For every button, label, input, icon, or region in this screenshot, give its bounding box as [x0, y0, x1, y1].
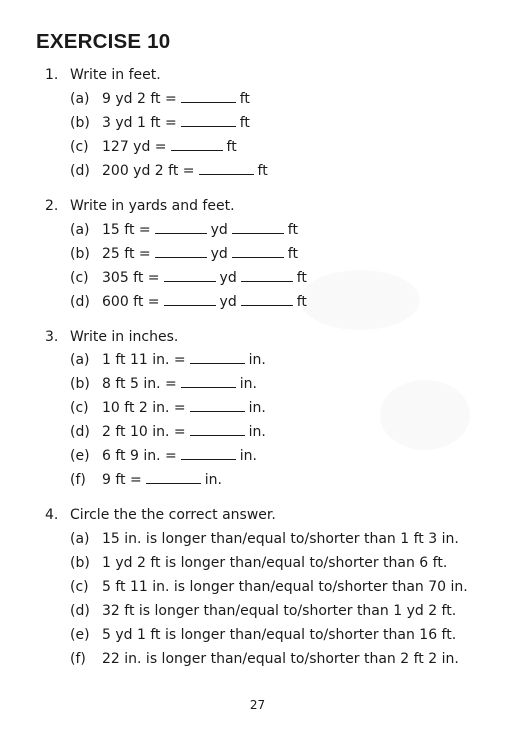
q3-item-f — [70, 471, 222, 489]
q3-item-a — [70, 351, 266, 369]
answer-blank[interactable] — [171, 149, 223, 151]
answer-blank[interactable] — [232, 256, 284, 258]
q2-item-d — [70, 293, 307, 311]
question-3 — [45, 328, 178, 346]
question-text: Circle the the correct answer. — [70, 507, 276, 523]
item-label: (e) — [70, 627, 90, 643]
item-label: (a) — [70, 91, 90, 107]
answer-blank[interactable] — [164, 280, 216, 282]
unit: ft — [287, 246, 298, 262]
question-1 — [45, 66, 161, 84]
item-label: (c) — [70, 579, 89, 595]
item-label: (d) — [70, 294, 90, 310]
answer-blank[interactable] — [190, 434, 245, 436]
unit: ft — [296, 270, 307, 286]
item-text[interactable]: 5 yd 1 ft is longer than/equal to/shorter than 16 ft. — [102, 627, 457, 643]
unit: in. — [239, 376, 257, 392]
answer-blank[interactable] — [232, 232, 284, 234]
answer-blank[interactable] — [241, 280, 293, 282]
item-text[interactable]: 22 in. is longer than/equal to/shorter than 2 ft 2 in. — [102, 651, 459, 667]
question-text: Write in feet. — [70, 67, 161, 83]
background-smudge — [380, 380, 470, 450]
answer-blank[interactable] — [164, 304, 216, 306]
item-text[interactable]: 5 ft 11 in. is longer than/equal to/shorter than 70 in. — [102, 579, 468, 595]
question-text: Write in inches. — [70, 329, 179, 345]
q4-item-e[interactable] — [70, 626, 456, 644]
answer-blank[interactable] — [181, 458, 236, 460]
item-label: (b) — [70, 115, 90, 131]
item-text[interactable]: 1 yd 2 ft is longer than/equal to/shorter than 6 ft. — [102, 555, 448, 571]
item-label: (f) — [70, 472, 86, 488]
item-label: (a) — [70, 222, 90, 238]
item-label: (e) — [70, 448, 90, 464]
item-label: (d) — [70, 603, 90, 619]
item-label: (c) — [70, 139, 89, 155]
item-text: 200 yd 2 ft = — [102, 163, 195, 179]
item-text[interactable]: 32 ft is longer than/equal to/shorter than 1 yd 2 ft. — [102, 603, 457, 619]
background-smudge — [300, 270, 420, 330]
q2-item-c — [70, 269, 307, 287]
item-label: (d) — [70, 163, 90, 179]
item-text: 305 ft = — [102, 270, 160, 286]
q1-item-b — [70, 114, 250, 132]
unit: ft — [257, 163, 268, 179]
item-label: (f) — [70, 651, 86, 667]
question-number: 4. — [45, 507, 59, 523]
question-number: 2. — [45, 198, 59, 214]
item-text[interactable]: 15 in. is longer than/equal to/shorter than 1 ft 3 in. — [102, 531, 459, 547]
q3-item-d — [70, 423, 266, 441]
answer-blank[interactable] — [181, 125, 236, 127]
item-text: 6 ft 9 in. = — [102, 448, 177, 464]
item-text: 600 ft = — [102, 294, 160, 310]
item-label: (a) — [70, 352, 90, 368]
answer-blank[interactable] — [199, 173, 254, 175]
unit: in. — [248, 400, 266, 416]
q4-item-b[interactable] — [70, 554, 447, 572]
q3-item-c — [70, 399, 266, 417]
q4-item-d[interactable] — [70, 602, 456, 620]
item-text: 8 ft 5 in. = — [102, 376, 177, 392]
unit: in. — [239, 448, 257, 464]
unit: yd — [219, 294, 237, 310]
item-label: (b) — [70, 246, 90, 262]
item-text: 15 ft = — [102, 222, 151, 238]
item-text: 1 ft 11 in. = — [102, 352, 186, 368]
exercise-title: EXERCISE 10 — [36, 30, 171, 53]
unit: ft — [287, 222, 298, 238]
q1-item-c — [70, 138, 237, 156]
unit: yd — [210, 222, 228, 238]
unit: yd — [210, 246, 228, 262]
q2-item-a — [70, 221, 298, 239]
item-text: 2 ft 10 in. = — [102, 424, 186, 440]
question-text: Write in yards and feet. — [70, 198, 235, 214]
item-label: (b) — [70, 376, 90, 392]
q1-item-a — [70, 90, 250, 108]
answer-blank[interactable] — [155, 256, 207, 258]
unit: ft — [226, 139, 237, 155]
q4-item-f[interactable] — [70, 650, 459, 668]
item-label: (c) — [70, 400, 89, 416]
q4-item-a[interactable] — [70, 530, 459, 548]
unit: yd — [219, 270, 237, 286]
item-text: 25 ft = — [102, 246, 151, 262]
answer-blank[interactable] — [181, 386, 236, 388]
page-number: 27 — [249, 698, 266, 712]
item-text: 3 yd 1 ft = — [102, 115, 177, 131]
unit: ft — [239, 91, 250, 107]
unit: in. — [248, 424, 266, 440]
q4-item-c[interactable] — [70, 578, 468, 596]
answer-blank[interactable] — [190, 410, 245, 412]
item-label: (d) — [70, 424, 90, 440]
item-text: 9 ft = — [102, 472, 142, 488]
unit: in. — [204, 472, 222, 488]
q2-item-b — [70, 245, 298, 263]
item-text: 10 ft 2 in. = — [102, 400, 186, 416]
answer-blank[interactable] — [190, 362, 245, 364]
q1-item-d — [70, 162, 268, 180]
answer-blank[interactable] — [155, 232, 207, 234]
unit: in. — [248, 352, 266, 368]
item-text: 9 yd 2 ft = — [102, 91, 177, 107]
question-number: 3. — [45, 329, 59, 345]
question-2 — [45, 197, 235, 215]
answer-blank[interactable] — [181, 101, 236, 103]
answer-blank[interactable] — [241, 304, 293, 306]
item-label: (a) — [70, 531, 90, 547]
item-label: (c) — [70, 270, 89, 286]
item-text: 127 yd = — [102, 139, 167, 155]
item-label: (b) — [70, 555, 90, 571]
unit: ft — [239, 115, 250, 131]
answer-blank[interactable] — [146, 482, 201, 484]
question-number: 1. — [45, 67, 59, 83]
q3-item-b — [70, 375, 257, 393]
question-4 — [45, 506, 276, 524]
unit: ft — [296, 294, 307, 310]
q3-item-e — [70, 447, 257, 465]
